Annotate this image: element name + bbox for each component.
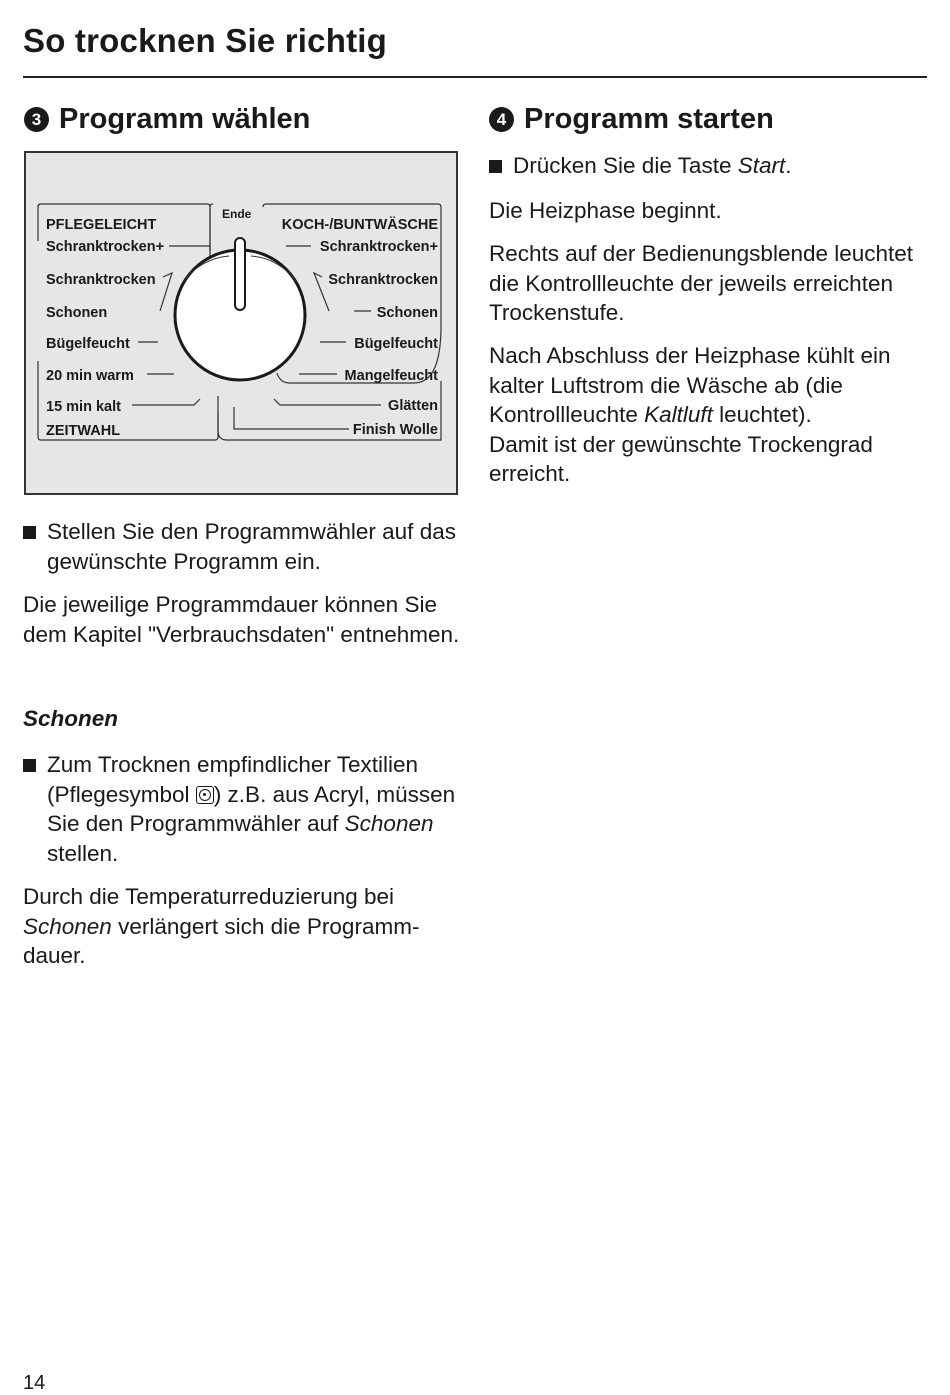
text-fragment: verlängert sich die Programmdauer. bbox=[23, 913, 420, 968]
left-program-label: Schranktrocken bbox=[46, 272, 156, 288]
right-program-label: Schranktrocken+ bbox=[319, 239, 438, 255]
group-title-kochwaesche: KOCH-/BUNTWÄSCHE bbox=[281, 217, 438, 233]
left-program-label: Schranktrocken+ bbox=[46, 239, 165, 255]
program-selector-panel bbox=[24, 151, 458, 495]
text-fragment: stellen. bbox=[47, 840, 119, 866]
step4-heading bbox=[489, 103, 774, 136]
bullet-marker bbox=[23, 526, 36, 539]
step4-para: Rechts auf der Bedienungsblende leuchtet die Kontrollleuchte der jeweils erreichten Trockenstufe. bbox=[489, 241, 914, 325]
step-number-badge: 3 bbox=[24, 107, 49, 132]
text-fragment: leuchtet). bbox=[712, 402, 812, 427]
right-program-label: Glätten bbox=[388, 398, 438, 414]
bullet-marker bbox=[489, 160, 502, 173]
text-fragment: Drücken Sie die Taste bbox=[513, 153, 738, 178]
text-fragment: Nach Abschluss der Heizphase kühlt ein kalter Luftstrom die Wäsche ab (die Kontrollleuchte bbox=[489, 343, 891, 427]
step3-heading bbox=[24, 103, 310, 136]
button-name: Start bbox=[737, 153, 786, 178]
step3-instruction: Stellen Sie den Programmwähler auf das gewünschte Programm ein. bbox=[47, 519, 456, 574]
schonen-subheading: Schonen bbox=[23, 706, 119, 731]
group-title-pflegeleicht: PFLEGELEICHT bbox=[46, 217, 157, 233]
care-symbol-icon bbox=[196, 786, 214, 804]
step-number-badge: 4 bbox=[489, 107, 514, 132]
step4-heading-text: Programm starten bbox=[524, 103, 774, 135]
program-name: Schonen bbox=[344, 811, 434, 836]
dial-pointer bbox=[235, 238, 245, 310]
indicator-name: Kaltluft bbox=[644, 402, 713, 427]
program-name: Schonen bbox=[23, 913, 112, 939]
timer-label: 20 min warm bbox=[46, 368, 134, 384]
timer-label: 15 min kalt bbox=[46, 399, 121, 415]
right-program-label: Finish Wolle bbox=[352, 422, 438, 438]
left-program-label: Bügelfeucht bbox=[46, 336, 130, 352]
right-program-label: Mangelfeucht bbox=[344, 368, 438, 384]
group-title-zeitwahl: ZEITWAHL bbox=[46, 423, 121, 439]
title-divider bbox=[23, 76, 927, 78]
page-title: So trocknen Sie richtig bbox=[23, 22, 388, 59]
right-program-label: Bügelfeucht bbox=[354, 336, 438, 352]
page-number: 14 bbox=[23, 1372, 46, 1394]
right-program-label: Schonen bbox=[376, 305, 438, 321]
step4-instruction bbox=[513, 151, 933, 181]
step4-para bbox=[489, 341, 929, 489]
text-fragment: Damit ist der gewünschte Trockengrad erreicht. bbox=[489, 431, 873, 486]
text-fragment: Zum Trocknen empfindlicher Textilien (Pflegesymbol bbox=[47, 752, 418, 807]
step4-para: Die Heizphase beginnt. bbox=[489, 198, 722, 223]
left-program-label: Schonen bbox=[46, 305, 108, 321]
text-fragment: . bbox=[785, 153, 792, 178]
schonen-note bbox=[23, 882, 463, 971]
text-fragment: Durch die Temperaturreduzierung bei bbox=[23, 884, 395, 909]
step3-heading-text: Programm wählen bbox=[59, 103, 311, 135]
schonen-instruction bbox=[47, 750, 467, 868]
bullet-marker bbox=[23, 759, 36, 772]
right-program-label: Schranktrocken bbox=[328, 272, 438, 288]
step3-note: Die jeweilige Programmdauer können Sie dem Kapitel "Verbrauchsdaten" entnehmen. bbox=[23, 592, 460, 647]
text-fragment: ) z.B. aus Acryl, müssen Sie den Programmwähler auf bbox=[47, 781, 456, 836]
label-ende: Ende bbox=[222, 207, 252, 221]
